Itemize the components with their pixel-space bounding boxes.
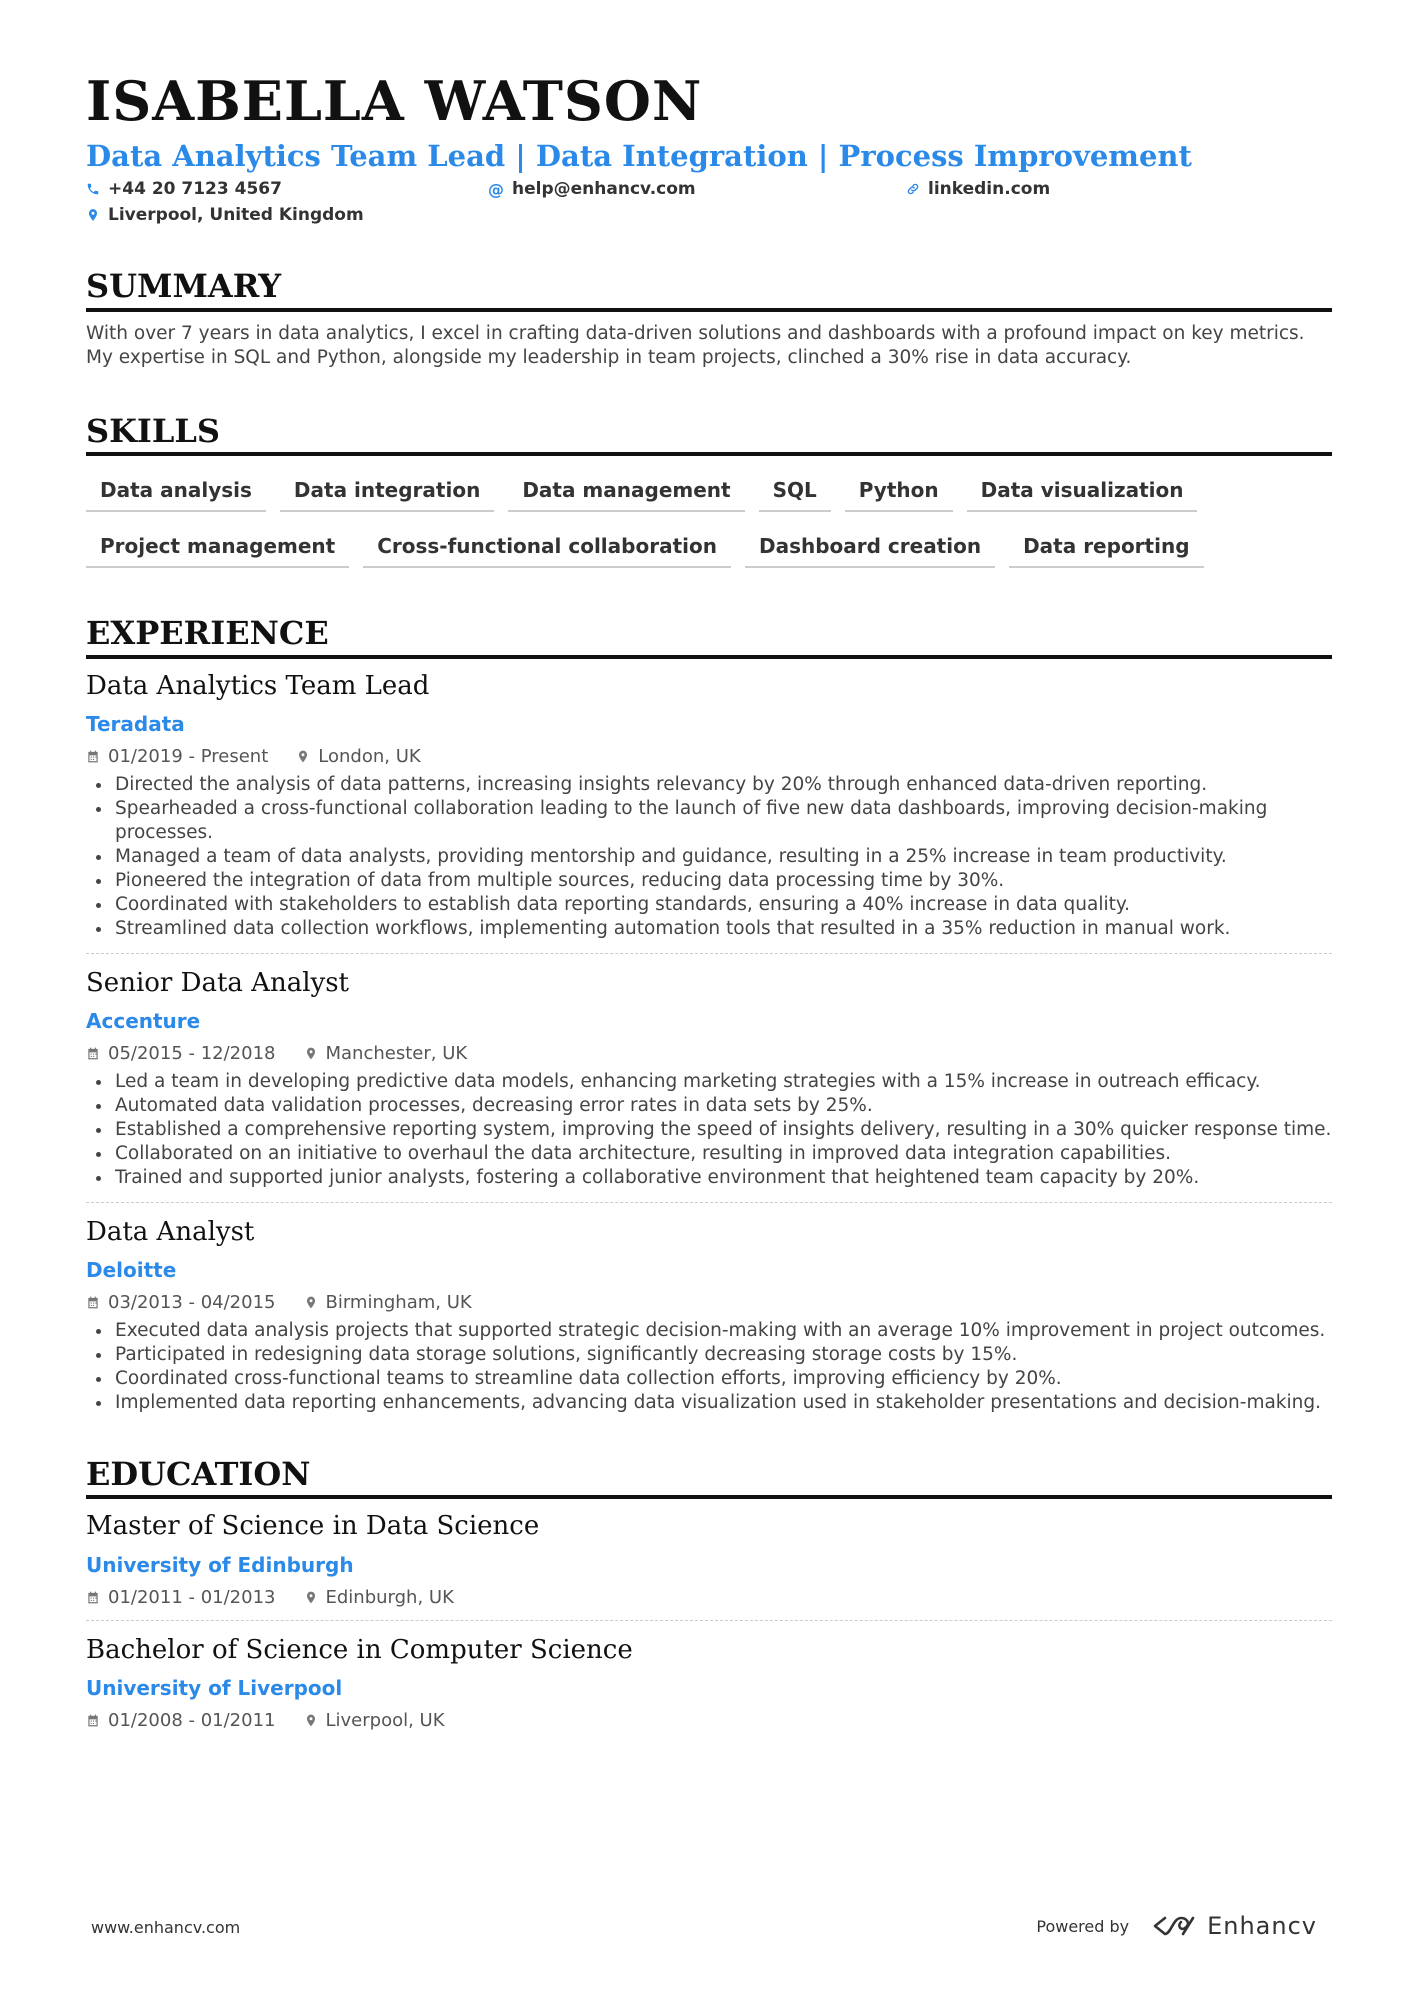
education-section: [86, 1455, 1332, 1731]
education-dates: 01/2011 - 01/2013: [108, 1586, 276, 1608]
divider: [86, 953, 1332, 954]
education-title: EDUCATION: [86, 1455, 1332, 1499]
job-entry: [86, 671, 1332, 941]
headline: Data Analytics Team Lead | Data Integration | Process Improvement: [86, 139, 1192, 173]
contact-phone[interactable]: [86, 179, 282, 199]
job-dates: 01/2019 - Present: [108, 745, 269, 767]
location-text: Liverpool, United Kingdom: [108, 205, 364, 226]
job-bullets: [86, 773, 1332, 941]
skill-tag: Data analysis: [86, 464, 266, 512]
bullet-item: • Implemented data reporting enhancements, advancing data visualization used in stakeholder presentations and decision-making.: [113, 1391, 1332, 1415]
brand-name: Enhancv: [1207, 1912, 1317, 1940]
resume-page: [86, 69, 1332, 1731]
bullet-item: • Participated in redesigning data storage solutions, significantly decreasing storage costs by 15%.: [113, 1343, 1332, 1367]
job-entry: [86, 1217, 1332, 1415]
job-role: Senior Data Analyst: [86, 967, 349, 998]
skill-tag: Cross-functional collaboration: [363, 520, 731, 568]
skill-tag: Python: [845, 464, 953, 512]
bullet-item: • Collaborated on an initiative to overhaul the data architecture, resulting in improved data integration capabilities.: [113, 1142, 1332, 1166]
job-role: Data Analytics Team Lead: [86, 670, 430, 701]
job-bullets: [86, 1319, 1332, 1415]
school[interactable]: University of Edinburgh: [86, 1552, 354, 1577]
bullet-item: • Directed the analysis of data patterns, increasing insights relevancy by 20% through enhanced data-driven reporting.: [113, 773, 1332, 797]
degree: Bachelor of Science in Computer Science: [86, 1634, 633, 1665]
school[interactable]: University of Liverpool: [86, 1675, 343, 1700]
skill-tag: Dashboard creation: [745, 520, 995, 568]
skill-tag: Data reporting: [1009, 520, 1203, 568]
skill-tag: SQL: [759, 464, 831, 512]
bullet-item: • Streamlined data collection workflows, implementing automation tools that resulted in a 35% reduction in manual work.: [113, 917, 1332, 941]
skills-list: [86, 464, 1332, 576]
skill-tag: Data integration: [280, 464, 494, 512]
calendar-icon: [86, 1590, 100, 1605]
education-entry: [86, 1511, 1332, 1607]
job-location: Manchester, UK: [325, 1042, 468, 1064]
job-dates: 03/2013 - 04/2015: [108, 1292, 276, 1314]
job-company[interactable]: Deloitte: [86, 1258, 177, 1283]
at-icon: @: [488, 179, 504, 199]
bullet-item: • Executed data analysis projects that supported strategic decision-making with an average 10% improvement in project outcomes.: [113, 1319, 1332, 1343]
location-pin-icon: [296, 749, 310, 764]
calendar-icon: [86, 1046, 100, 1061]
job-role: Data Analyst: [86, 1216, 255, 1247]
skill-tag: Data management: [508, 464, 744, 512]
divider: [86, 1620, 1332, 1621]
link-icon: [906, 182, 920, 196]
linkedin-text: linkedin.com: [928, 179, 1051, 200]
contact-info: [86, 175, 1332, 231]
job-location: Birmingham, UK: [325, 1292, 472, 1314]
bullet-item: • Automated data validation processes, decreasing error rates in data sets by 25%.: [113, 1094, 1332, 1118]
location-pin-icon: [304, 1590, 318, 1605]
divider: [86, 1202, 1332, 1203]
calendar-icon: [86, 1295, 100, 1310]
location-pin-icon: [86, 208, 100, 222]
powered-by-label: Powered by: [1036, 1916, 1130, 1936]
email-text: help@enhancv.com: [512, 179, 696, 200]
footer-website[interactable]: www.enhancv.com: [91, 1918, 241, 1937]
job-entry: [86, 968, 1332, 1190]
experience-section: [86, 614, 1332, 1415]
education-meta: [86, 1710, 1332, 1731]
job-dates: 05/2015 - 12/2018: [108, 1042, 276, 1064]
skills-title: SKILLS: [86, 412, 1332, 456]
skill-tag: Data visualization: [967, 464, 1198, 512]
job-bullets: [86, 1070, 1332, 1190]
job-location: London, UK: [318, 745, 421, 767]
contact-email[interactable]: [488, 179, 696, 199]
enhancv-logo[interactable]: [1151, 1912, 1317, 1940]
phone-text: +44 20 7123 4567: [108, 179, 282, 200]
phone-icon: [86, 182, 100, 196]
calendar-icon: [86, 749, 100, 764]
location-pin-icon: [304, 1295, 318, 1310]
education-entry: [86, 1635, 1332, 1731]
bullet-item: • Spearheaded a cross-functional collaboration leading to the launch of five new data dashboards, improving decision-making processes.: [113, 797, 1332, 845]
location-pin-icon: [304, 1713, 318, 1728]
bullet-item: • Pioneered the integration of data from multiple sources, reducing data processing time by 30%.: [113, 869, 1332, 893]
summary-section: [86, 267, 1332, 369]
summary-title: SUMMARY: [86, 267, 1332, 311]
degree: Master of Science in Data Science: [86, 1511, 540, 1542]
contact-location: [86, 205, 364, 225]
enhancv-logo-icon: [1151, 1914, 1197, 1938]
bullet-item: • Led a team in developing predictive data models, enhancing marketing strategies with a 15% increase in outreach efficacy.: [113, 1070, 1332, 1094]
education-meta: [86, 1587, 1332, 1608]
bullet-item: • Established a comprehensive reporting system, improving the speed of insights delivery, resulting in a 30% quicker response time.: [113, 1118, 1332, 1142]
education-dates: 01/2008 - 01/2011: [108, 1709, 276, 1731]
bullet-item: • Managed a team of data analysts, providing mentorship and guidance, resulting in a 25% increase in team productivity.: [113, 845, 1332, 869]
skill-tag: Project management: [86, 520, 349, 568]
bullet-item: • Coordinated cross-functional teams to streamline data collection efforts, improving efficiency by 20%.: [113, 1367, 1332, 1391]
location-pin-icon: [304, 1046, 318, 1061]
job-meta: [86, 1292, 1332, 1313]
education-location: Edinburgh, UK: [325, 1586, 454, 1608]
footer-branding: [1036, 1912, 1317, 1940]
job-company[interactable]: Accenture: [86, 1008, 201, 1033]
candidate-name: ISABELLA WATSON: [86, 69, 703, 133]
skills-section: [86, 412, 1332, 576]
summary-text: With over 7 years in data analytics, I excel in crafting data-driven solutions and dashboards with a profound impact on key metrics. My expertise in SQL and Python, alongside my leadership in team projects, clinched a 30% rise in data accuracy.: [86, 322, 1305, 368]
job-company[interactable]: Teradata: [86, 711, 185, 736]
bullet-item: • Trained and supported junior analysts, fostering a collaborative environment that heightened team capacity by 20%.: [113, 1166, 1332, 1190]
bullet-item: • Coordinated with stakeholders to establish data reporting standards, ensuring a 40% increase in data quality.: [113, 893, 1332, 917]
contact-linkedin[interactable]: [906, 179, 1050, 199]
job-meta: [86, 1043, 1332, 1064]
job-meta: [86, 746, 1332, 767]
experience-title: EXPERIENCE: [86, 614, 1332, 658]
education-location: Liverpool, UK: [325, 1709, 445, 1731]
calendar-icon: [86, 1713, 100, 1728]
